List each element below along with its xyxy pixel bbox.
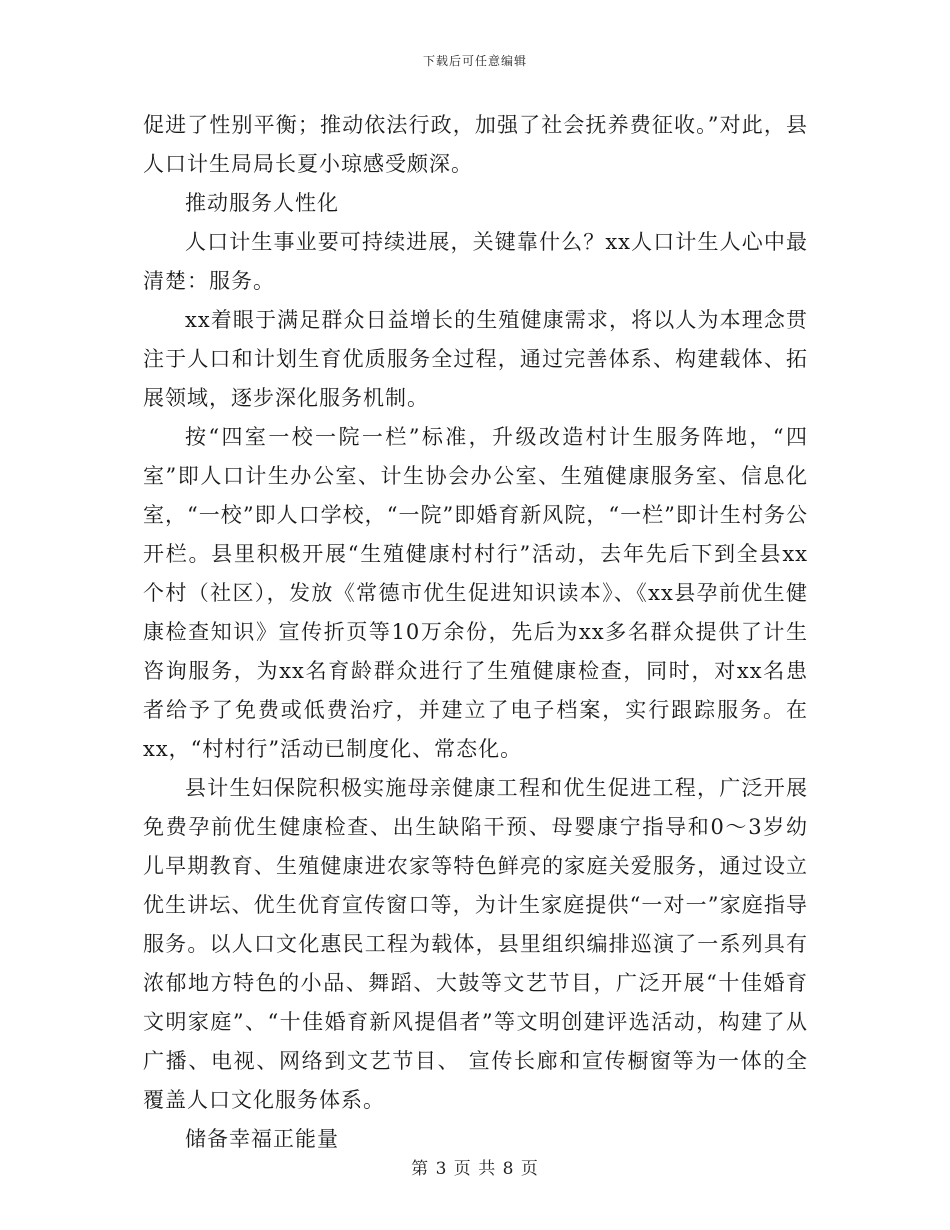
paragraph: 人口计生事业要可持续进展，关键靠什么？xx人口计生人心中最清楚：服务。: [143, 230, 808, 293]
paragraph: 按“四室一校一院一栏”标准，升级改造村计生服务阵地，“四室”即人口计生办公室、计生协会办公室、生殖健康服务室、信息化室，“一校”即人口学校，“一院”即婚育新风院，“一栏”即计生村务公开栏。县里积极开展“生殖健康村村行”活动，去年先后下到全县xx个村（社区），发放《常德市优生促进知识读本》、《xx县孕前优生健康检查知识》宣传折页等10万余份，先后为xx多名群众提供了计生咨询服务，为xx名育龄群众进行了生殖健康检查，同时，对xx名患者给予了免费或低费治疗，并建立了电子档案，实行跟踪服务。在xx，“村村行”活动已制度化、常态化。: [143, 425, 808, 761]
paragraph: xx着眼于满足群众日益增长的生殖健康需求，将以人为本理念贯注于人口和计划生育优质服务全过程，通过完善体系、构建载体、拓展领域，逐步深化服务机制。: [143, 308, 808, 410]
page-header: 下载后可任意编辑: [422, 54, 527, 68]
section-heading: 储备幸福正能量: [185, 1127, 339, 1151]
document-body: [143, 106, 808, 1159]
section-heading: 推动服务人性化: [185, 191, 339, 215]
page-number-footer: 第 3 页 共 8 页: [411, 1159, 539, 1179]
paragraph: 促进了性别平衡；推动依法行政，加强了社会抚养费征收。”对此，县人口计生局局长夏小琼感受颇深。: [143, 113, 808, 176]
paragraph: 县计生妇保院积极实施母亲健康工程和优生促进工程，广泛开展免费孕前优生健康检查、出生缺陷干预、母婴康宁指导和0～3岁幼儿早期教育、生殖健康进农家等特色鲜亮的家庭关爱服务，通过设立优生讲坛、优生优育宣传窗口等，为计生家庭提供“一对一”家庭指导服务。以人口文化惠民工程为载体，县里组织编排巡演了一系列具有浓郁地方特色的小品、舞蹈、大鼓等文艺节目，广泛开展“十佳婚育文明家庭”、“十佳婚育新风提倡者”等文明创建评选活动，构建了从广播、电视、网络到文艺节目、 宣传长廊和宣传橱窗等为一体的全覆盖人口文化服务体系。: [143, 776, 808, 1112]
